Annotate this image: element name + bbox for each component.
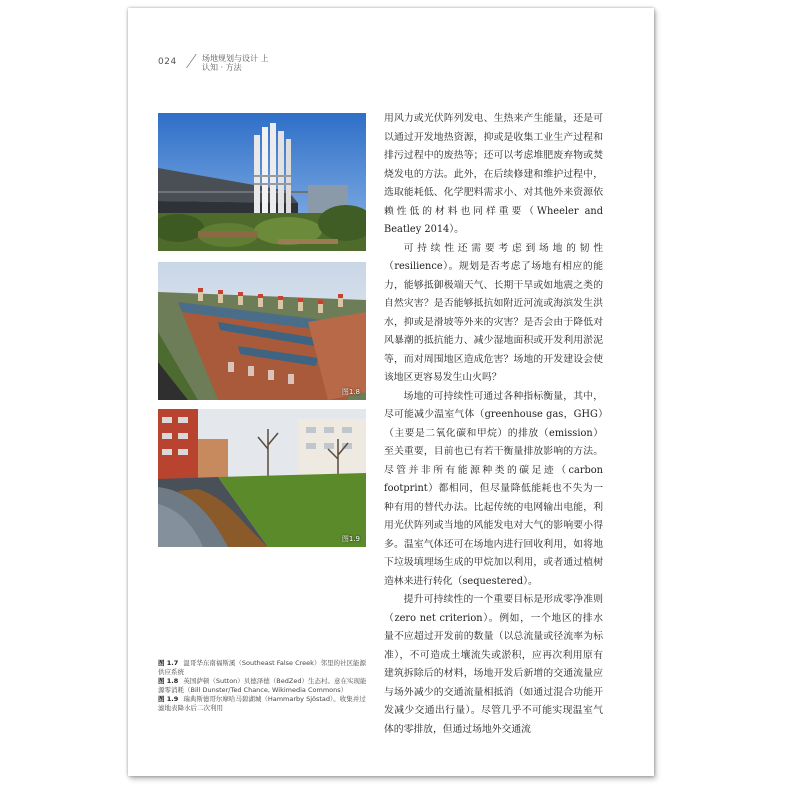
caption-number: 图 1.7 [158, 659, 179, 667]
book-page [128, 8, 654, 776]
figure-captions [158, 659, 370, 713]
body-paragraph: 场地的可持续性可通过各种指标衡量，其中，尽可能减少温室气体（greenhouse gas，GHG）（主要是二氧化碳和甲烷）的排放（emission）至关重要，目前也已有若干衡量排放影响的方法。尽管并非所有能源种类的碳足迹（carbon footprint）都相同，但尽量降低能耗也不失为一种有用的替代办法。比起传统的电网输出电能，利用光伏阵列或当地的风能发电对大气的影响要小得多。温室气体还可在场地内进行回收利用，如将地下垃圾填埋场生成的甲烷加以利用，或者通过植树造林来进行转化（sequestered）。 [384, 390, 603, 587]
body-paragraph: 可持续性还需要考虑到场地的韧性（resilience）。规划是否考虑了场地有相应的能力，能够抵御极端天气、长期干旱或如地震之类的自然灾害？是否能够抵抗如附近河流或海滨发生洪水，抑或是滑坡等外来的灾害？是否会由于降低对风暴潮的抵抗能力、减少湿地面积或开发利用淤泥等，而对周围地区造成危害？场地的开发建设会使该地区更容易发生山火吗？ [384, 242, 603, 383]
hammarby-sjostad-photo [158, 409, 366, 547]
body-paragraph: 提升可持续性的一个重要目标是形成零净准则（zero net criterion）。例如，一个地区的排水量不应超过开发前的数量（以总流量或径流率为标准），不可造成土壤流失或淤积，应再次利用原有建筑拆除后的材料，场地开发后新增的交通流量应与场外减少的交通流量相抵消（如通过混合功能开发减少交通出行量）。尽管几乎不可能实现温室气体的零排放，但通过场地外交通流 [384, 594, 603, 735]
body-text-column [384, 110, 603, 739]
caption-number: 图 1.8 [158, 677, 179, 685]
body-paragraph: 用风力或光伏阵列发电、生热来产生能量，还是可以通过开发地热资源，抑或是收集工业生产过程和排污过程中的废热等；还可以考虑堆肥废弃物或焚烧发电的方法。此外，在后续修建和维护过程中，选取能耗低、化学肥料需求小、对其他外来资源依赖性低的材料也同样重要（Wheeler and Beatley 2014）。 [384, 113, 603, 235]
caption-text: 瑞典斯德哥尔摩哈马碧湖城（Hammarby Sjöstad）。收集并过滤地表降水后二次利用 [158, 695, 366, 712]
caption-number: 图 1.9 [158, 695, 179, 703]
caption-text: 英国萨顿（Sutton）贝德泽德（BedZed）生态村。意在实现能源零消耗（Bill Dunster/Ted Chance, Wikimedia Commons） [158, 677, 367, 694]
book-subtitle: 认知 · 方法 [202, 63, 242, 72]
figure-1-9-photo [158, 409, 366, 547]
book-title: 场地规划与设计 上 [202, 54, 269, 63]
page-number: 024 [158, 57, 177, 67]
figure-1-8-photo [158, 262, 366, 400]
caption-1-8 [158, 677, 370, 695]
figure-1-8-tag: 图1.8 [341, 388, 360, 396]
figure-1-9-tag: 图1.9 [341, 535, 360, 543]
bedzed-village-photo [158, 262, 366, 400]
figure-1-7-photo [158, 113, 366, 251]
vancouver-energy-photo [158, 113, 366, 251]
caption-1-9 [158, 695, 370, 713]
caption-text: 温哥华东南福斯溪（Southeast False Creek）邻里的社区能源供应系统 [158, 659, 366, 676]
caption-1-7 [158, 659, 370, 677]
